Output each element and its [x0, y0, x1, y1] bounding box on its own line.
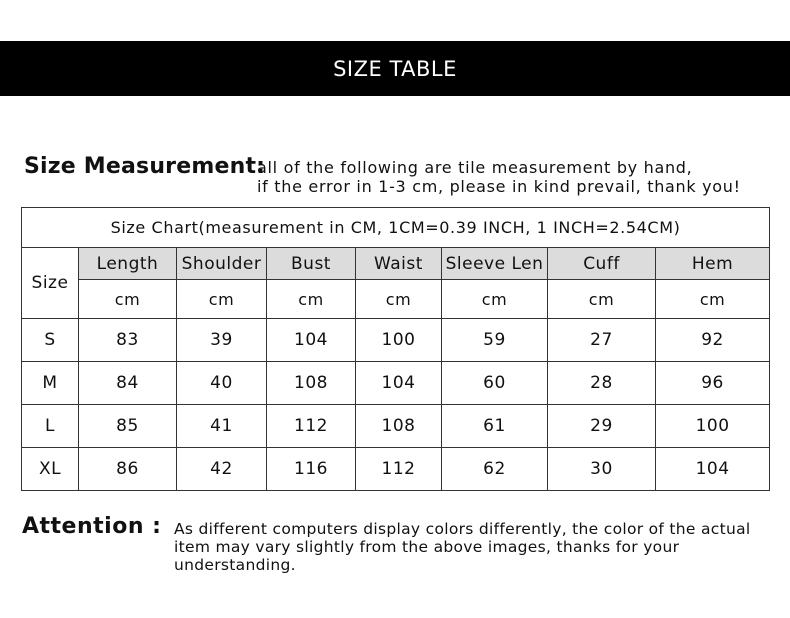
unit-cell: cm — [177, 280, 267, 319]
table-cell: 29 — [548, 405, 656, 448]
attention-label: Attention : — [22, 514, 162, 539]
table-cell: 83 — [79, 319, 177, 362]
size-label: L — [22, 405, 79, 448]
table-cell: 85 — [79, 405, 177, 448]
attention-note — [22, 514, 782, 584]
table-cell: 92 — [656, 319, 770, 362]
table-cell: 96 — [656, 362, 770, 405]
table-cell: 104 — [267, 319, 356, 362]
table-row — [22, 362, 770, 405]
unit-cell: cm — [656, 280, 770, 319]
table-cell: 104 — [656, 448, 770, 491]
measurement-text-line1: all of the following are tile measurement by hand, — [257, 158, 693, 177]
measurement-label: Size Measurement: — [24, 154, 266, 179]
table-row — [22, 448, 770, 491]
size-table — [21, 207, 770, 491]
table-cell: 30 — [548, 448, 656, 491]
unit-cell: cm — [79, 280, 177, 319]
table-cell: 40 — [177, 362, 267, 405]
table-cell: 108 — [356, 405, 442, 448]
table-cell: 59 — [442, 319, 548, 362]
title-bar — [0, 41, 790, 96]
unit-cell: cm — [548, 280, 656, 319]
table-caption: Size Chart(measurement in CM, 1CM=0.39 INCH, 1 INCH=2.54CM) — [22, 208, 770, 248]
page-title: SIZE TABLE — [333, 56, 457, 81]
table-cell: 112 — [267, 405, 356, 448]
table-cell: 108 — [267, 362, 356, 405]
table-cell: 60 — [442, 362, 548, 405]
column-header-length: Length — [79, 248, 177, 280]
unit-cell: cm — [356, 280, 442, 319]
table-row — [22, 319, 770, 362]
table-cell: 27 — [548, 319, 656, 362]
column-header-shoulder: Shoulder — [177, 248, 267, 280]
column-header-sleeve-len: Sleeve Len — [442, 248, 548, 280]
table-cell: 112 — [356, 448, 442, 491]
column-header-waist: Waist — [356, 248, 442, 280]
attention-text: As different computers display colors differently, the color of the actual item may vary slightly from the above images, thanks for your understanding. — [174, 520, 751, 574]
size-column-header: Size — [22, 248, 79, 319]
table-cell: 104 — [356, 362, 442, 405]
unit-cell: cm — [267, 280, 356, 319]
size-label: XL — [22, 448, 79, 491]
table-cell: 41 — [177, 405, 267, 448]
table-cell: 86 — [79, 448, 177, 491]
table-row — [22, 405, 770, 448]
column-header-hem: Hem — [656, 248, 770, 280]
table-cell: 42 — [177, 448, 267, 491]
table-cell: 39 — [177, 319, 267, 362]
table-cell: 62 — [442, 448, 548, 491]
table-cell: 61 — [442, 405, 548, 448]
table-cell: 84 — [79, 362, 177, 405]
table-cell: 100 — [656, 405, 770, 448]
table-cell: 28 — [548, 362, 656, 405]
table-cell: 100 — [356, 319, 442, 362]
unit-cell: cm — [442, 280, 548, 319]
column-header-bust: Bust — [267, 248, 356, 280]
measurement-text-line2: if the error in 1-3 cm, please in kind prevail, thank you! — [257, 177, 741, 196]
table-cell: 116 — [267, 448, 356, 491]
size-label: M — [22, 362, 79, 405]
column-header-cuff: Cuff — [548, 248, 656, 280]
measurement-note — [24, 152, 774, 198]
size-label: S — [22, 319, 79, 362]
